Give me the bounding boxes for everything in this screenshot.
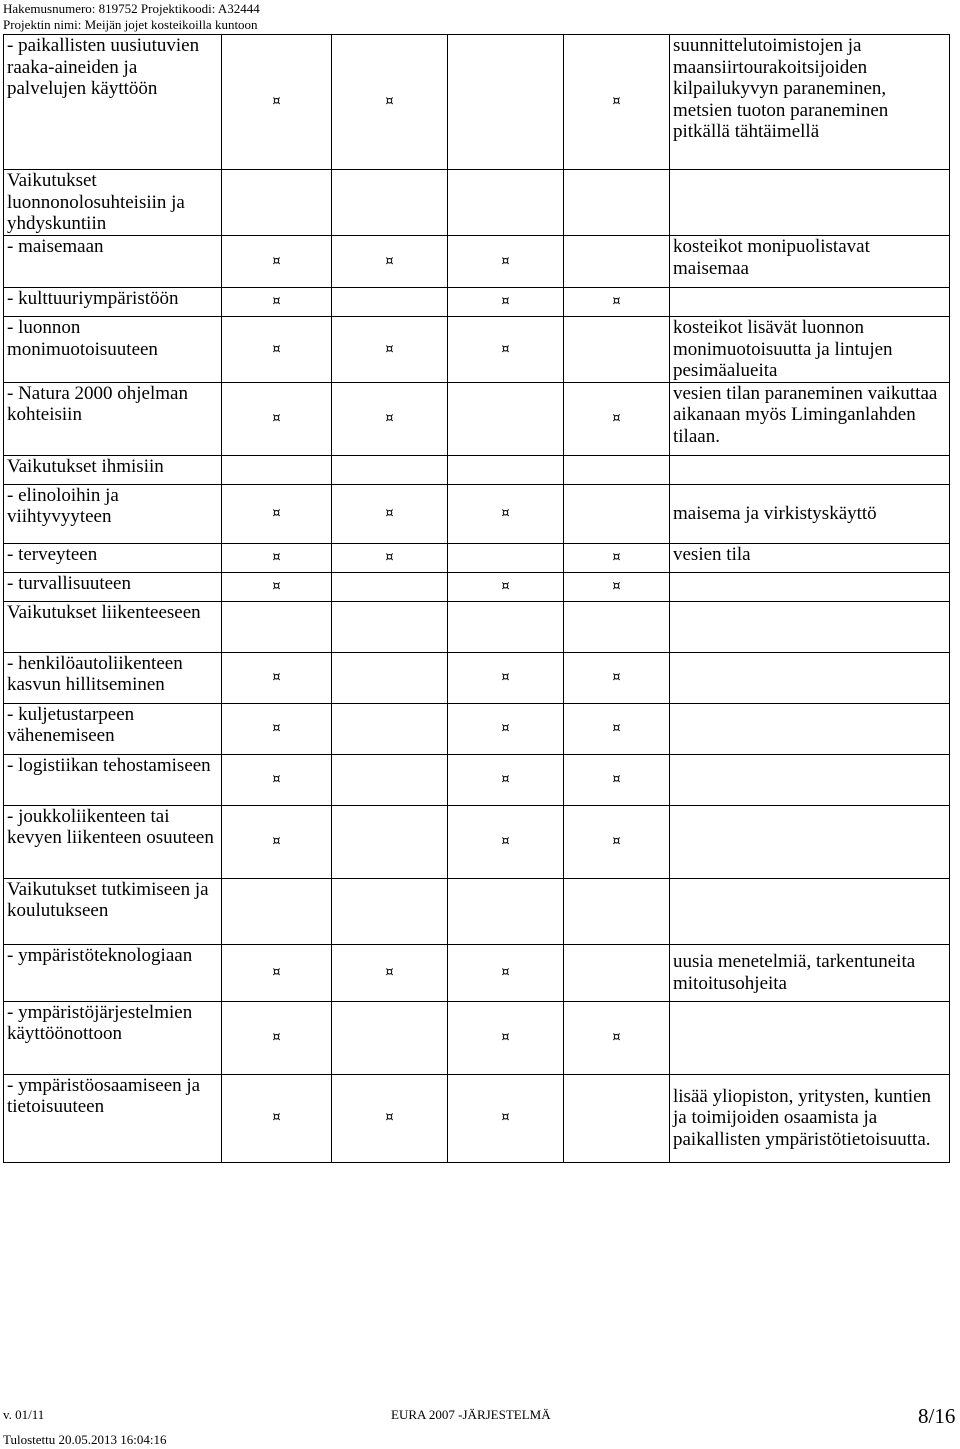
row-note: vesien tilan paraneminen vaikuttaa aikanaan myös Liminganlahden tilaan.	[670, 382, 950, 455]
currency-sign-icon: ¤	[272, 341, 281, 357]
currency-sign-icon: ¤	[612, 669, 621, 685]
row-label: - paikallisten uusiutuvien raaka-aineiden ja palvelujen käyttöön	[4, 35, 222, 170]
mark-cell	[332, 236, 448, 288]
mark-cell	[448, 703, 564, 754]
currency-sign-icon: ¤	[272, 94, 281, 110]
row-note	[670, 288, 950, 317]
mark-cell	[332, 878, 448, 944]
mark-cell	[222, 170, 332, 236]
footer-system: EURA 2007 -JÄRJESTELMÄ	[391, 1407, 551, 1422]
mark-cell	[222, 572, 332, 601]
currency-sign-icon: ¤	[501, 720, 510, 736]
mark-cell	[448, 1001, 564, 1074]
currency-sign-icon: ¤	[501, 294, 510, 310]
table-row	[4, 484, 950, 543]
row-label: - Natura 2000 ohjelman kohteisiin	[4, 382, 222, 455]
row-note: maisema ja virkistyskäyttö	[670, 484, 950, 543]
row-label: - ympäristöjärjestelmien käyttöönottoon	[4, 1001, 222, 1074]
mark-cell	[448, 382, 564, 455]
row-label: Vaikutukset luonnonolosuhteisiin ja yhdyskuntiin	[4, 170, 222, 236]
mark-cell	[222, 652, 332, 703]
mark-cell	[564, 878, 670, 944]
currency-sign-icon: ¤	[272, 964, 281, 980]
mark-cell	[564, 288, 670, 317]
mark-cell	[332, 484, 448, 543]
currency-sign-icon: ¤	[385, 253, 394, 269]
table-row	[4, 601, 950, 652]
mark-cell	[564, 1001, 670, 1074]
currency-sign-icon: ¤	[272, 410, 281, 426]
table-row	[4, 572, 950, 601]
currency-sign-icon: ¤	[272, 294, 281, 310]
row-note	[670, 572, 950, 601]
mark-cell	[564, 652, 670, 703]
row-label: - kuljetustarpeen vähenemiseen	[4, 703, 222, 754]
table-row	[4, 944, 950, 1001]
mark-cell	[222, 317, 332, 383]
table-row	[4, 170, 950, 236]
currency-sign-icon: ¤	[385, 505, 394, 521]
row-note: kosteikot monipuolistavat maisemaa	[670, 236, 950, 288]
currency-sign-icon: ¤	[385, 1110, 394, 1126]
mark-cell	[222, 236, 332, 288]
project-name: Projektin nimi: Meijän jojet kosteikoilla kuntoon	[3, 17, 258, 32]
row-note	[670, 601, 950, 652]
mark-cell	[564, 944, 670, 1001]
currency-sign-icon: ¤	[272, 669, 281, 685]
mark-cell	[222, 543, 332, 572]
table-row	[4, 543, 950, 572]
mark-cell	[448, 754, 564, 805]
row-label: Vaikutukset ihmisiin	[4, 455, 222, 484]
application-number: Hakemusnumero: 819752 Projektikoodi: A32444	[3, 1, 260, 16]
mark-cell	[448, 572, 564, 601]
mark-cell	[332, 35, 448, 170]
mark-cell	[564, 317, 670, 383]
row-note: lisää yliopiston, yritysten, kuntien ja toimijoiden osaamista ja paikallisten ympäristötietoisuutta.	[670, 1074, 950, 1162]
currency-sign-icon: ¤	[612, 410, 621, 426]
mark-cell	[564, 484, 670, 543]
mark-cell	[448, 455, 564, 484]
table-row	[4, 703, 950, 754]
currency-sign-icon: ¤	[385, 549, 394, 565]
mark-cell	[564, 754, 670, 805]
currency-sign-icon: ¤	[385, 341, 394, 357]
table-row	[4, 805, 950, 878]
currency-sign-icon: ¤	[501, 1110, 510, 1126]
mark-cell	[332, 652, 448, 703]
row-label: Vaikutukset liikenteeseen	[4, 601, 222, 652]
impact-table	[3, 34, 950, 1163]
currency-sign-icon: ¤	[385, 94, 394, 110]
mark-cell	[222, 484, 332, 543]
currency-sign-icon: ¤	[501, 833, 510, 849]
table-row	[4, 1001, 950, 1074]
currency-sign-icon: ¤	[501, 341, 510, 357]
mark-cell	[332, 317, 448, 383]
footer-version: v. 01/11	[3, 1407, 45, 1422]
table-row	[4, 1074, 950, 1162]
mark-cell	[332, 601, 448, 652]
row-label: - ympäristöteknologiaan	[4, 944, 222, 1001]
row-label: - luonnon monimuotoisuuteen	[4, 317, 222, 383]
mark-cell	[448, 484, 564, 543]
footer-printed: Tulostettu 20.05.2013 16:04:16	[3, 1432, 167, 1447]
mark-cell	[564, 1074, 670, 1162]
row-note: vesien tila	[670, 543, 950, 572]
mark-cell	[564, 805, 670, 878]
table-row	[4, 236, 950, 288]
currency-sign-icon: ¤	[272, 578, 281, 594]
mark-cell	[448, 1074, 564, 1162]
row-label: - maisemaan	[4, 236, 222, 288]
mark-cell	[222, 382, 332, 455]
row-note	[670, 703, 950, 754]
row-note: uusia menetelmiä, tarkentuneita mitoitusohjeita	[670, 944, 950, 1001]
currency-sign-icon: ¤	[385, 964, 394, 980]
mark-cell	[564, 572, 670, 601]
currency-sign-icon: ¤	[612, 833, 621, 849]
mark-cell	[222, 35, 332, 170]
row-label: Vaikutukset tutkimiseen ja koulutukseen	[4, 878, 222, 944]
mark-cell	[448, 170, 564, 236]
row-label: - logistiikan tehostamiseen	[4, 754, 222, 805]
currency-sign-icon: ¤	[272, 833, 281, 849]
row-note	[670, 878, 950, 944]
mark-cell	[448, 805, 564, 878]
table-row	[4, 382, 950, 455]
mark-cell	[332, 543, 448, 572]
mark-cell	[222, 1074, 332, 1162]
mark-cell	[448, 288, 564, 317]
currency-sign-icon: ¤	[501, 253, 510, 269]
currency-sign-icon: ¤	[501, 1029, 510, 1045]
currency-sign-icon: ¤	[612, 294, 621, 310]
mark-cell	[564, 601, 670, 652]
mark-cell	[222, 455, 332, 484]
mark-cell	[448, 317, 564, 383]
currency-sign-icon: ¤	[501, 964, 510, 980]
table-row	[4, 754, 950, 805]
mark-cell	[448, 601, 564, 652]
mark-cell	[564, 455, 670, 484]
currency-sign-icon: ¤	[272, 720, 281, 736]
mark-cell	[332, 382, 448, 455]
mark-cell	[448, 878, 564, 944]
currency-sign-icon: ¤	[612, 771, 621, 787]
mark-cell	[332, 944, 448, 1001]
table-row	[4, 878, 950, 944]
row-note: kosteikot lisävät luonnon monimuotoisuutta ja lintujen pesimäalueita	[670, 317, 950, 383]
mark-cell	[222, 878, 332, 944]
mark-cell	[564, 382, 670, 455]
row-note	[670, 754, 950, 805]
mark-cell	[332, 805, 448, 878]
currency-sign-icon: ¤	[612, 94, 621, 110]
currency-sign-icon: ¤	[385, 410, 394, 426]
currency-sign-icon: ¤	[272, 771, 281, 787]
row-note	[670, 455, 950, 484]
mark-cell	[332, 754, 448, 805]
mark-cell	[332, 703, 448, 754]
mark-cell	[332, 1074, 448, 1162]
mark-cell	[332, 288, 448, 317]
mark-cell	[332, 455, 448, 484]
mark-cell	[564, 703, 670, 754]
row-note	[670, 1001, 950, 1074]
row-note: suunnittelutoimistojen ja maansiirtourakoitsijoiden kilpailukyvyn paraneminen, metsien tuoton paraneminen pitkällä tähtäimellä	[670, 35, 950, 170]
row-label: - kulttuuriympäristöön	[4, 288, 222, 317]
currency-sign-icon: ¤	[501, 669, 510, 685]
row-label: - henkilöautoliikenteen kasvun hillitseminen	[4, 652, 222, 703]
mark-cell	[222, 703, 332, 754]
table-row	[4, 455, 950, 484]
mark-cell	[448, 35, 564, 170]
table-row	[4, 652, 950, 703]
currency-sign-icon: ¤	[612, 549, 621, 565]
row-label: - ympäristöosaamiseen ja tietoisuuteen	[4, 1074, 222, 1162]
mark-cell	[332, 572, 448, 601]
currency-sign-icon: ¤	[272, 1029, 281, 1045]
currency-sign-icon: ¤	[272, 505, 281, 521]
footer-page-number: 8/16	[918, 1404, 956, 1428]
table-row	[4, 317, 950, 383]
mark-cell	[222, 288, 332, 317]
currency-sign-icon: ¤	[612, 578, 621, 594]
table-row	[4, 288, 950, 317]
mark-cell	[448, 543, 564, 572]
currency-sign-icon: ¤	[501, 578, 510, 594]
currency-sign-icon: ¤	[272, 549, 281, 565]
mark-cell	[448, 236, 564, 288]
mark-cell	[222, 1001, 332, 1074]
mark-cell	[222, 601, 332, 652]
currency-sign-icon: ¤	[501, 505, 510, 521]
currency-sign-icon: ¤	[612, 1029, 621, 1045]
row-label: - turvallisuuteen	[4, 572, 222, 601]
mark-cell	[332, 1001, 448, 1074]
row-note	[670, 170, 950, 236]
impact-table-body	[4, 35, 950, 1163]
currency-sign-icon: ¤	[501, 771, 510, 787]
row-label: - joukkoliikenteen tai kevyen liikenteen osuuteen	[4, 805, 222, 878]
currency-sign-icon: ¤	[272, 1110, 281, 1126]
mark-cell	[222, 805, 332, 878]
row-note	[670, 652, 950, 703]
mark-cell	[564, 170, 670, 236]
row-label: - terveyteen	[4, 543, 222, 572]
mark-cell	[222, 944, 332, 1001]
mark-cell	[222, 754, 332, 805]
row-label: - elinoloihin ja viihtyvyyteen	[4, 484, 222, 543]
currency-sign-icon: ¤	[272, 253, 281, 269]
mark-cell	[564, 35, 670, 170]
row-note	[670, 805, 950, 878]
mark-cell	[564, 543, 670, 572]
mark-cell	[564, 236, 670, 288]
document-header	[3, 1, 260, 33]
mark-cell	[448, 944, 564, 1001]
mark-cell	[332, 170, 448, 236]
currency-sign-icon: ¤	[612, 720, 621, 736]
mark-cell	[448, 652, 564, 703]
table-row	[4, 35, 950, 170]
